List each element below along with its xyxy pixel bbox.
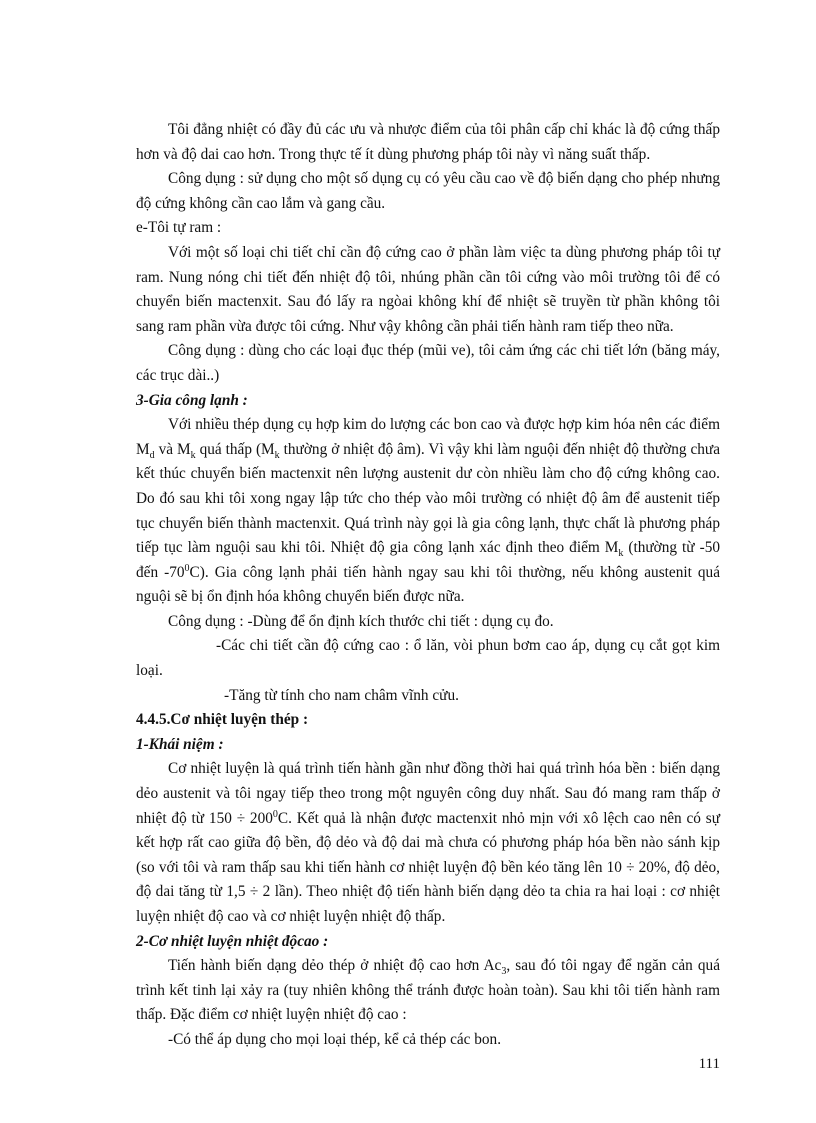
page-number: 111 bbox=[698, 1056, 720, 1072]
heading-cold-treatment: 3-Gia công lạnh : bbox=[136, 391, 248, 409]
heading-high-temp-thermomechanical: 2-Cơ nhiệt luyện nhiệt độcao : bbox=[136, 932, 329, 950]
paragraph-usage-cold-1: Công dụng : -Dùng để ổn định kích thước chi tiết : dụng cụ đo. bbox=[168, 612, 554, 630]
paragraph-isothermal: Tôi đẳng nhiệt có đầy đủ các ưu và nhược điểm của tôi phân cấp chỉ khác là độ cứng thấp hơn và độ dai cao hơn. Trong thực tế ít dùng phương pháp tôi này vì năng suất thấp. bbox=[136, 121, 720, 163]
paragraph-usage-isothermal: Công dụng : sử dụng cho một số dụng cụ có yêu cầu cao về độ biến dạng cho phép nhưng độ cứng không cần cao lắm và gang cầu. bbox=[136, 170, 720, 212]
paragraph-self-tempering: Với một số loại chi tiết chỉ cần độ cứng cao ở phần làm việc ta dùng phương pháp tôi tự ram. Nung nóng chi tiết đến nhiệt độ tôi, nhúng phần cần tôi cứng vào môi trường tôi để có chuyển biến mactenxit. Sau đó lấy ra ngòai không khí để nhiệt sẽ truyền từ phần không tôi sang ram phần vừa được tôi cứng. Như vậy không cần phải tiến hành ram tiếp theo nữa. bbox=[136, 243, 720, 335]
paragraph-concept: Cơ nhiệt luyện là quá trình tiến hành gần như đồng thời hai quá trình hóa bền : biến dạng dẻo austenit và tôi ngay tiếp theo trong một nguyên công duy nhất. Sau đó mang ram thấp ở nhiệt độ từ $150 \div 200^0C$. Kết quả là nhận được mactenxit nhỏ mịn với xô lệch cao nên có sự kết hợp rất cao giữa độ bền, độ dẻo và độ dai mà chưa có phương pháp hóa bền nào sánh kịp (so với tôi và ram thấp sau khi tiến hành cơ nhiệt luyện độ bền kéo tăng lên 10 ÷ 20%, độ dẻo, độ dai tăng từ 1,5 ÷ 2 lần). Theo nhiệt độ tiến hành biến dạng dẻo ta chia ra hai loại : cơ nhiệt luyện nhiệt độ cao và cơ nhiệt luyện nhiệt độ thấp. bbox=[136, 760, 720, 925]
heading-self-tempering: e-Tôi tự ram : bbox=[136, 219, 222, 237]
paragraph-usage-cold-3: -Tăng từ tính cho nam châm vĩnh cửu. bbox=[224, 686, 459, 704]
heading-thermomechanical: 4.4.5.Cơ nhiệt luyện thép : bbox=[136, 711, 309, 729]
paragraph-usage-self-tempering: Công dụng : dùng cho các loại đục thép (mũi ve), tôi cảm ứng các chi tiết lớn (băng máy, các trục dài..) bbox=[136, 342, 720, 384]
paragraph-usage-cold-2: -Các chi tiết cần độ cứng cao : ổ lăn, vòi phun bơm cao áp, dụng cụ cắt gọt kim loại. bbox=[136, 637, 720, 680]
paragraph-cold-treatment: Với nhiều thép dụng cụ hợp kim do lượng các bon cao và được hợp kim hóa nên các điểm $M_d$ và $M_k$ quá thấp ($M_k$ thường ở nhiệt độ âm). Vì vậy khi làm nguội đến nhiệt độ thường chưa kết thúc chuyển biến mactenxit nên lượng austenit dư còn nhiều làm cho độ cứng không cao. Do đó sau khi tôi xong ngay lập tức cho thép vào môi trường có nhiệt độ âm để austenit tiếp tục chuyển biến thành mactenxit. Quá trình này gọi là gia công lạnh, thực chất là phương pháp tiếp tục làm nguội sau khi tôi. Nhiệt độ gia công lạnh xác định theo điểm $M_k$ (thường từ -50 đến $-70^0C$). Gia công lạnh phải tiến hành ngay sau khi tôi thường, nếu không austenit quá nguội sẽ bị ổn định hóa không chuyển biến được nữa. bbox=[136, 416, 720, 606]
document-body bbox=[136, 118, 720, 1053]
heading-concept: 1-Khái niệm : bbox=[136, 735, 224, 753]
paragraph-high-temp-feature: -Có thể áp dụng cho mọi loại thép, kể cả thép các bon. bbox=[168, 1030, 502, 1048]
paragraph-high-temp: Tiến hành biến dạng dẻo thép ở nhiệt độ cao hơn $Ac_3$, sau đó tôi ngay để ngăn cản quá trình kết tinh lại xảy ra (tuy nhiên không thể tránh được hoàn toàn). Sau khi tôi tiến hành ram thấp. Đặc điểm cơ nhiệt luyện nhiệt độ cao : bbox=[136, 957, 720, 1024]
